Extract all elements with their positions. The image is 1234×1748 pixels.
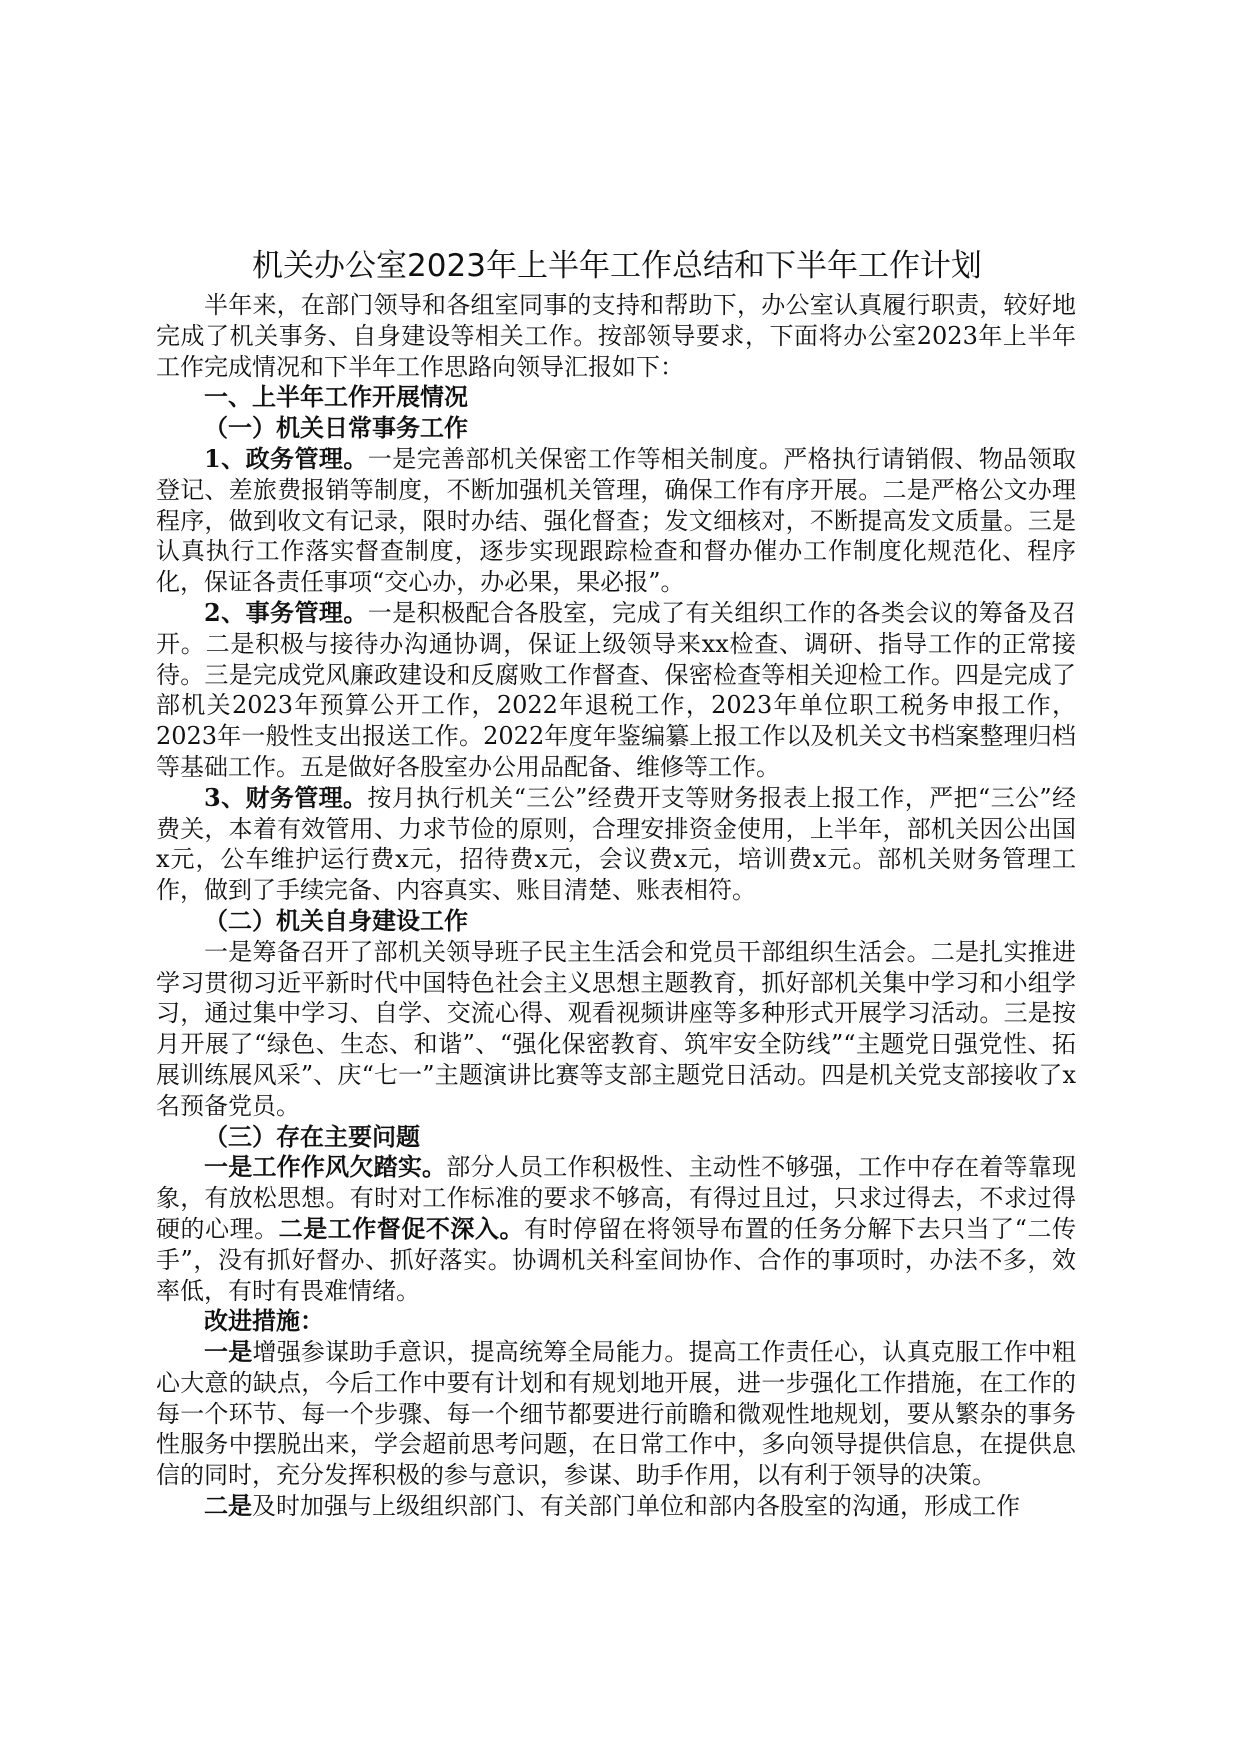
self-building-paragraph: 一是筹备召开了部机关领导班子民主生活会和党员干部组织生活会。二是扎实推进学习贯彻习近平新时代中国特色社会主义思想主题教育，抓好部机关集中学习和小组学习，通过集中学习、自学、交流心得、观看视频讲座等多种形式开展学习活动。三是按月开展了“绿色、生态、和谐”、“强化保密教育、筑牢安全防线”“主题党日强党性、拓展训练展风采”、庆“七一”主题演讲比赛等支部主题党日活动。四是机关党支部接收了x名预备党员。 <box>156 937 1076 1120</box>
item-lead: 1、政务管理。 <box>204 443 368 473</box>
item-lead: 3、财务管理。 <box>204 782 368 812</box>
item-text: 按月执行机关“三公”经费开支等财务报表上报工作，严把“三公”经费关，本着有效管用、力求节俭的原则，合理安排资金使用，上半年，部机关因公出国x元，公车维护运行费x元，招待费x元，会议费x元，培训费x元。部机关财务管理工作，做到了手续完备、内容真实、账目清楚、账表相符。 <box>156 783 1076 905</box>
improvement-lead: 二是 <box>204 1491 252 1521</box>
document-body <box>156 290 1076 1522</box>
item-financial-management <box>156 783 1076 906</box>
subsection-heading-1: （一）机关日常事务工作 <box>204 413 468 443</box>
improvement-heading: 改进措施： <box>204 1306 324 1336</box>
item-text: 一是积极配合各股室，完成了有关组织工作的各类会议的筹备及召开。二是积极与接待办沟通协调，保证上级领导来xx检查、调研、指导工作的正常接待。三是完成党风廉政建设和反腐败工作督查、保密检查等相关迎检工作。四是完成了部机关2023年预算公开工作，2022年退税工作，2023年单位职工税务申报工作，2023年一般性支出报送工作。2022年度年鉴编纂上报工作以及机关文书档案整理归档等基础工作。五是做好各股室办公用品配备、维修等工作。 <box>156 598 1077 781</box>
problem-text-2: 有时停留在将领导布置的任务分解下去只当了“二传手”，没有抓好督办、抓好落实。协调机关科室间协作、合作的事项时，办法不多，效率低，有时有畏难情绪。 <box>156 1214 1077 1305</box>
improvement-text: 增强参谋助手意识，提高统筹全局能力。提高工作责任心，认真克服工作中粗心大意的缺点，今后工作中要有计划和有规划地开展，进一步强化工作措施，在工作的每一个环节、每一个步骤、每一个细节都要进行前瞻和微观性地规划，要从繁杂的事务性服务中摆脱出来，学会超前思考问题，在日常工作中，多向领导提供信息，在提供息信的同时，充分发挥积极的参与意识，参谋、助手作用，以有利于领导的决策。 <box>156 1338 1077 1490</box>
section-heading-1: 一、上半年工作开展情况 <box>204 382 468 412</box>
improvement-item-2 <box>156 1491 1076 1522</box>
problems-paragraph <box>156 1152 1076 1306</box>
improvement-lead: 一是 <box>204 1337 253 1367</box>
improvement-text: 及时加强与上级组织部门、有关部门单位和部内各股室的沟通，形成工作 <box>252 1492 1020 1521</box>
problem-lead-1: 一是工作作风欠踏实。 <box>204 1152 447 1182</box>
item-lead: 2、事务管理。 <box>204 597 368 627</box>
subsection-heading-2: （二）机关自身建设工作 <box>204 905 468 935</box>
improvement-item-1 <box>156 1337 1076 1491</box>
subsection-heading-3: （三）存在主要问题 <box>204 1121 420 1151</box>
item-affairs-management <box>156 598 1076 783</box>
problem-text-1: 部分人员工作积极性、主动性不够强，工作中存在着等靠现象，有放松思想。有时对工作标准的要求不够高，有得过且过，只求过得去，不求过得硬的心理。 <box>156 1153 1077 1243</box>
item-text: 一是完善部机关保密工作等相关制度。严格执行请销假、物品领取登记、差旅费报销等制度，不断加强机关管理，确保工作有序开展。二是严格公文办理程序，做到收文有记录，限时办结、强化督查；发文细核对，不断提高发文质量。三是认真执行工作落实督查制度，逐步实现跟踪检查和督办催办工作制度化规范化、程序化，保证各责任事项“交心办，办必果，果必报”。 <box>156 444 1077 597</box>
item-political-affairs <box>156 444 1076 598</box>
intro-paragraph: 半年来，在部门领导和各组室同事的支持和帮助下，办公室认真履行职责，较好地完成了机关事务、自身建设等相关工作。按部领导要求，下面将办公室2023年上半年工作完成情况和下半年工作思路向领导汇报如下： <box>156 291 1076 381</box>
problem-lead-2: 二是工作督促不深入。 <box>278 1213 525 1243</box>
document-title: 机关办公室2023年上半年工作总结和下半年工作计划 <box>252 248 982 284</box>
